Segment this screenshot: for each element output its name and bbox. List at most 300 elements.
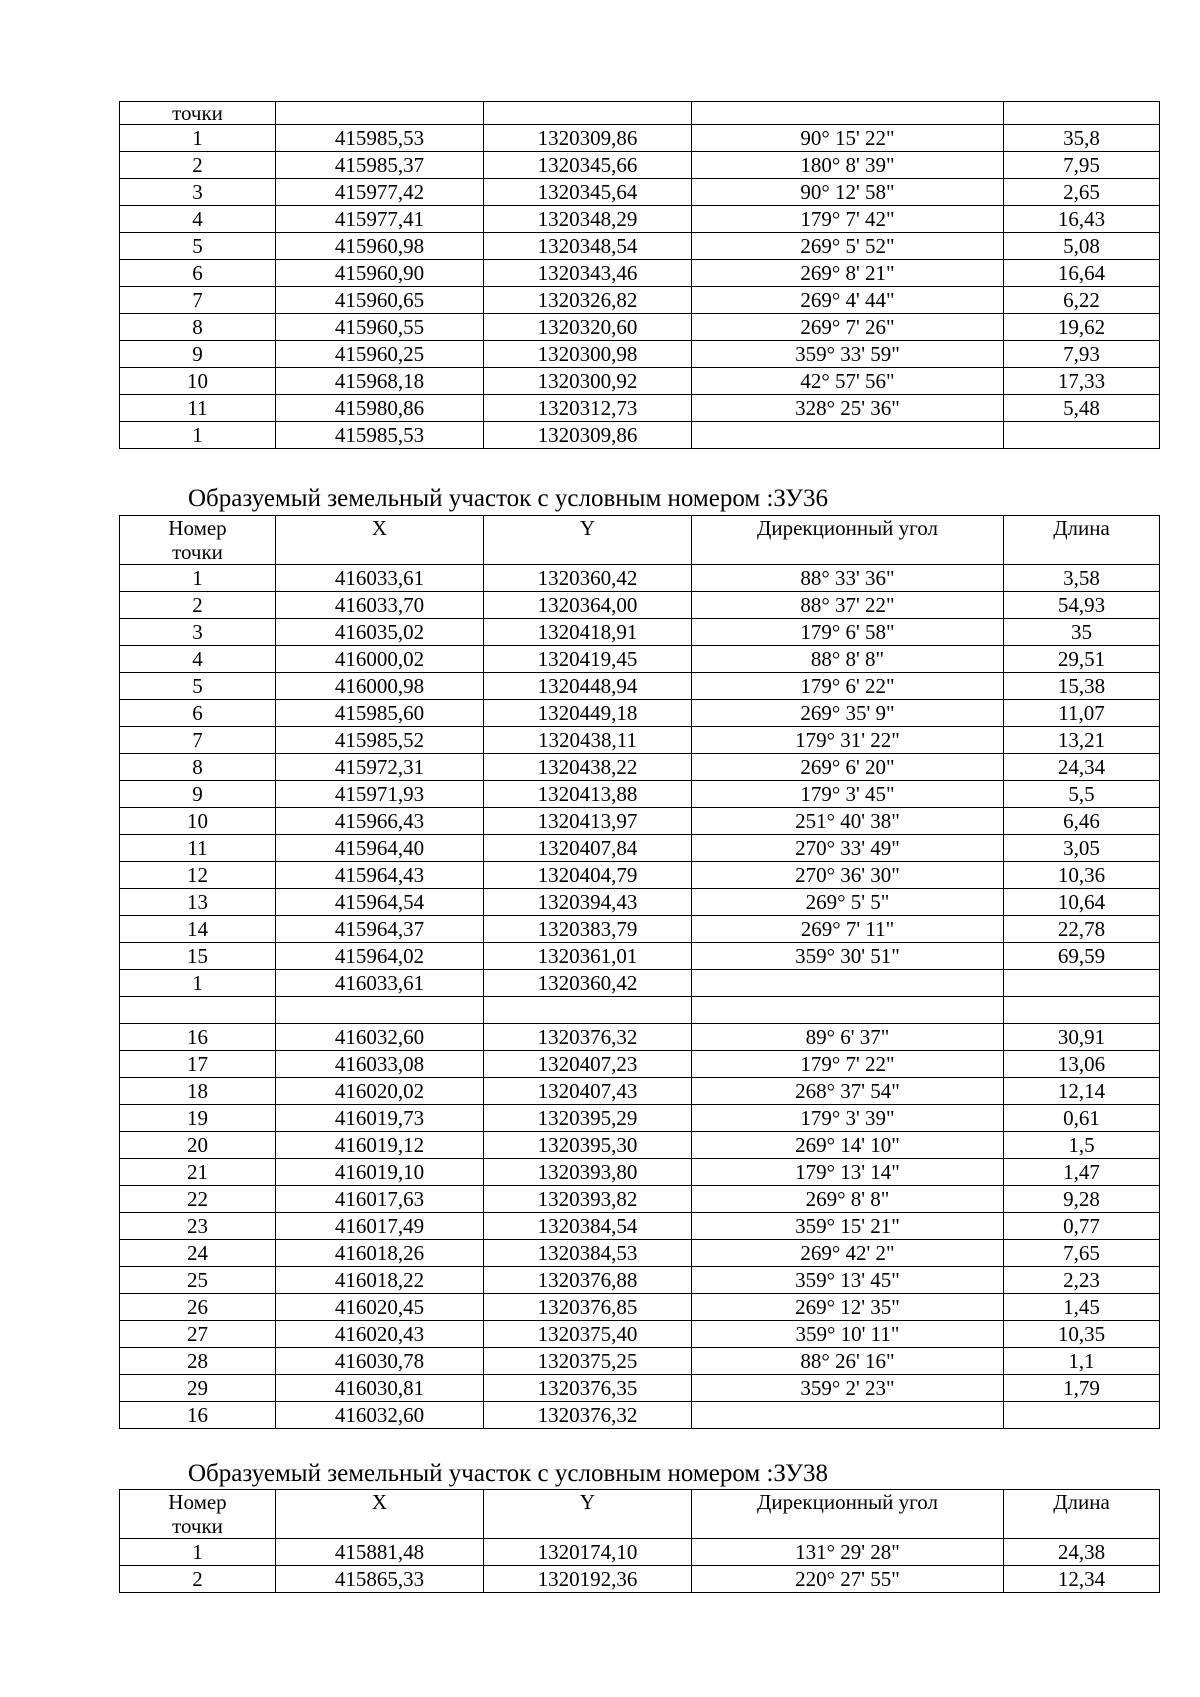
- table-row: [120, 754, 1160, 781]
- header-x: X: [276, 516, 484, 565]
- cell-x: 415960,55: [276, 314, 484, 341]
- cell-point-number: 19: [120, 1105, 276, 1132]
- cell-point-number: 22: [120, 1186, 276, 1213]
- table-row: [120, 233, 1160, 260]
- table-row: [120, 1051, 1160, 1078]
- cell-x: 416000,02: [276, 646, 484, 673]
- cell-point-number: 25: [120, 1267, 276, 1294]
- cell-angle: 88° 37' 22": [692, 592, 1004, 619]
- cell-x: 415964,54: [276, 889, 484, 916]
- table-row: [120, 1024, 1160, 1051]
- cell-x: 415865,33: [276, 1566, 484, 1593]
- cell-x: 416033,70: [276, 592, 484, 619]
- cell-x: 416032,60: [276, 1024, 484, 1051]
- table-row: [120, 781, 1160, 808]
- cell-y: 1320384,53: [484, 1240, 692, 1267]
- cell-point-number: 3: [120, 619, 276, 646]
- cell-angle: 179° 3' 39": [692, 1105, 1004, 1132]
- table-row: [120, 125, 1160, 152]
- cell-x: 415966,43: [276, 808, 484, 835]
- header-point-number-line1: Номер: [168, 1490, 227, 1514]
- cell-x: 416019,73: [276, 1105, 484, 1132]
- cell-y: 1320300,98: [484, 341, 692, 368]
- header-angle: Дирекционный угол: [692, 516, 1004, 565]
- cell-point-number: 29: [120, 1375, 276, 1402]
- cell-x: 415977,41: [276, 206, 484, 233]
- table-row: [120, 835, 1160, 862]
- cell-length: 7,93: [1004, 341, 1160, 368]
- cell-point-number: 5: [120, 673, 276, 700]
- cell-angle: 269° 14' 10": [692, 1132, 1004, 1159]
- cell-y: 1320360,42: [484, 970, 692, 997]
- cell-length: 11,07: [1004, 700, 1160, 727]
- table-header-row: [120, 1490, 1160, 1539]
- cell-x: 415977,42: [276, 179, 484, 206]
- cell-angle: 89° 6' 37": [692, 1024, 1004, 1051]
- cell-length: 13,21: [1004, 727, 1160, 754]
- cell-length: 54,93: [1004, 592, 1160, 619]
- table-row: [120, 808, 1160, 835]
- table-row: [120, 206, 1160, 233]
- cell-y: 1320407,84: [484, 835, 692, 862]
- cell-angle: 270° 33' 49": [692, 835, 1004, 862]
- cell-x: 416030,81: [276, 1375, 484, 1402]
- cell-x: 416033,61: [276, 565, 484, 592]
- cell-point-number: 2: [120, 152, 276, 179]
- cell-x: 415980,86: [276, 395, 484, 422]
- cell-y: 1320345,66: [484, 152, 692, 179]
- cell-length: 5,08: [1004, 233, 1160, 260]
- header-point-number-line2: точки: [172, 540, 223, 564]
- cell-y: 1320376,85: [484, 1294, 692, 1321]
- cell-point-number: 23: [120, 1213, 276, 1240]
- cell-x: 416000,98: [276, 673, 484, 700]
- cell-y: 1320309,86: [484, 125, 692, 152]
- cell-length: 7,95: [1004, 152, 1160, 179]
- cell-point-number: 5: [120, 233, 276, 260]
- cell-point-number: 6: [120, 260, 276, 287]
- cell-length: 69,59: [1004, 943, 1160, 970]
- cell-y: 1320375,25: [484, 1348, 692, 1375]
- cell-y: 1320348,54: [484, 233, 692, 260]
- cell-length: 1,79: [1004, 1375, 1160, 1402]
- cell-point-number: 9: [120, 341, 276, 368]
- table-row: [120, 1294, 1160, 1321]
- cell-x: 415964,40: [276, 835, 484, 862]
- cell-y: 1320376,88: [484, 1267, 692, 1294]
- cell-point-number: 1: [120, 565, 276, 592]
- cell-length: 10,64: [1004, 889, 1160, 916]
- cell-point-number: 8: [120, 754, 276, 781]
- cell-point-number: 24: [120, 1240, 276, 1267]
- cell-length: 6,22: [1004, 287, 1160, 314]
- cell-x: 416030,78: [276, 1348, 484, 1375]
- cell-point-number: 15: [120, 943, 276, 970]
- cell-angle: 179° 13' 14": [692, 1159, 1004, 1186]
- cell-point-number: 16: [120, 1402, 276, 1429]
- cell-angle: 359° 30' 51": [692, 943, 1004, 970]
- cell-angle: 269° 7' 11": [692, 916, 1004, 943]
- header-angle: Дирекционный угол: [692, 1490, 1004, 1539]
- cell-point-number: 6: [120, 700, 276, 727]
- table-row: [120, 1213, 1160, 1240]
- cell-angle: 179° 6' 58": [692, 619, 1004, 646]
- section-title-zu38: Образуемый земельный участок с условным номером :ЗУ38: [188, 1460, 828, 1487]
- cell-y: 1320404,79: [484, 862, 692, 889]
- cell-angle: 359° 15' 21": [692, 1213, 1004, 1240]
- cell-angle: [692, 422, 1004, 449]
- cell-y: 1320364,00: [484, 592, 692, 619]
- cell-length: 17,33: [1004, 368, 1160, 395]
- cell-y: 1320192,36: [484, 1566, 692, 1593]
- cell-point-number: 4: [120, 206, 276, 233]
- table-row: [120, 592, 1160, 619]
- cell-angle: [692, 970, 1004, 997]
- cell-angle: 328° 25' 36": [692, 395, 1004, 422]
- cell-length: [1004, 1402, 1160, 1429]
- cell-angle: 359° 33' 59": [692, 341, 1004, 368]
- header-cell-empty: [276, 102, 484, 125]
- cell-angle: 179° 6' 22": [692, 673, 1004, 700]
- table-row: [120, 152, 1160, 179]
- cell-angle: 269° 35' 9": [692, 700, 1004, 727]
- cell-y: 1320300,92: [484, 368, 692, 395]
- cell-x: 415881,48: [276, 1539, 484, 1566]
- cell-x: 415964,02: [276, 943, 484, 970]
- cell-point-number: 14: [120, 916, 276, 943]
- cell-point-number: 2: [120, 592, 276, 619]
- cell-angle: 180° 8' 39": [692, 152, 1004, 179]
- cell-length: 5,48: [1004, 395, 1160, 422]
- cell-point-number: 1: [120, 970, 276, 997]
- coordinates-table-continued: [119, 101, 1160, 449]
- cell-length: 12,34: [1004, 1566, 1160, 1593]
- cell-y: 1320384,54: [484, 1213, 692, 1240]
- table-row: [120, 916, 1160, 943]
- cell-x: 415960,25: [276, 341, 484, 368]
- cell-x: 415985,52: [276, 727, 484, 754]
- cell-length: 3,58: [1004, 565, 1160, 592]
- cell-point-number: 10: [120, 368, 276, 395]
- cell-length: 35,8: [1004, 125, 1160, 152]
- cell-x: 416019,10: [276, 1159, 484, 1186]
- header-y: Y: [484, 1490, 692, 1539]
- cell-angle: 268° 37' 54": [692, 1078, 1004, 1105]
- cell-angle: 269° 4' 44": [692, 287, 1004, 314]
- cell-length: 19,62: [1004, 314, 1160, 341]
- cell-y: 1320383,79: [484, 916, 692, 943]
- header-cell-empty: [692, 102, 1004, 125]
- cell-point-number: 12: [120, 862, 276, 889]
- cell-y: 1320376,32: [484, 1024, 692, 1051]
- cell-y: 1320361,01: [484, 943, 692, 970]
- cell-point-number: [120, 997, 276, 1024]
- table-row: [120, 1186, 1160, 1213]
- cell-length: 24,34: [1004, 754, 1160, 781]
- cell-angle: 359° 2' 23": [692, 1375, 1004, 1402]
- table-row: [120, 368, 1160, 395]
- cell-length: 1,5: [1004, 1132, 1160, 1159]
- table-row: [120, 422, 1160, 449]
- cell-length: 5,5: [1004, 781, 1160, 808]
- cell-angle: [692, 997, 1004, 1024]
- coordinates-table-zu38: [119, 1489, 1160, 1593]
- cell-length: 10,36: [1004, 862, 1160, 889]
- cell-angle: 90° 12' 58": [692, 179, 1004, 206]
- table-row: [120, 1078, 1160, 1105]
- cell-length: 22,78: [1004, 916, 1160, 943]
- cell-length: 2,65: [1004, 179, 1160, 206]
- cell-x: 416035,02: [276, 619, 484, 646]
- cell-angle: 90° 15' 22": [692, 125, 1004, 152]
- cell-angle: 269° 8' 8": [692, 1186, 1004, 1213]
- cell-point-number: 1: [120, 422, 276, 449]
- cell-y: 1320309,86: [484, 422, 692, 449]
- cell-point-number: 3: [120, 179, 276, 206]
- cell-point-number: 7: [120, 287, 276, 314]
- cell-length: 7,65: [1004, 1240, 1160, 1267]
- cell-point-number: 2: [120, 1566, 276, 1593]
- cell-y: 1320395,29: [484, 1105, 692, 1132]
- table-row: [120, 673, 1160, 700]
- cell-y: 1320419,45: [484, 646, 692, 673]
- cell-angle: 88° 33' 36": [692, 565, 1004, 592]
- table-row: [120, 1539, 1160, 1566]
- table-row: [120, 889, 1160, 916]
- cell-angle: 220° 27' 55": [692, 1566, 1004, 1593]
- cell-length: [1004, 970, 1160, 997]
- cell-y: 1320413,88: [484, 781, 692, 808]
- cell-y: 1320448,94: [484, 673, 692, 700]
- table-row: [120, 997, 1160, 1024]
- cell-point-number: 7: [120, 727, 276, 754]
- cell-length: 24,38: [1004, 1539, 1160, 1566]
- cell-angle: 269° 7' 26": [692, 314, 1004, 341]
- cell-length: 16,64: [1004, 260, 1160, 287]
- cell-y: 1320360,42: [484, 565, 692, 592]
- cell-length: 1,47: [1004, 1159, 1160, 1186]
- table-row: [120, 1566, 1160, 1593]
- cell-length: 12,14: [1004, 1078, 1160, 1105]
- table-row: [120, 395, 1160, 422]
- table-row: [120, 862, 1160, 889]
- cell-length: 30,91: [1004, 1024, 1160, 1051]
- cell-x: 415960,90: [276, 260, 484, 287]
- cell-length: 35: [1004, 619, 1160, 646]
- cell-length: 2,23: [1004, 1267, 1160, 1294]
- table-row: [120, 1240, 1160, 1267]
- cell-y: 1320312,73: [484, 395, 692, 422]
- cell-angle: 179° 7' 42": [692, 206, 1004, 233]
- table-header-row: [120, 516, 1160, 565]
- cell-point-number: 8: [120, 314, 276, 341]
- cell-y: 1320438,11: [484, 727, 692, 754]
- header-length: Длина: [1004, 1490, 1160, 1539]
- table-row: [120, 565, 1160, 592]
- cell-y: 1320407,43: [484, 1078, 692, 1105]
- cell-x: 416019,12: [276, 1132, 484, 1159]
- table-header-row: [120, 102, 1160, 125]
- cell-y: 1320375,40: [484, 1321, 692, 1348]
- cell-point-number: 21: [120, 1159, 276, 1186]
- cell-x: 415972,31: [276, 754, 484, 781]
- table-row: [120, 1321, 1160, 1348]
- header-length: Длина: [1004, 516, 1160, 565]
- cell-angle: 269° 5' 52": [692, 233, 1004, 260]
- cell-x: 416033,08: [276, 1051, 484, 1078]
- cell-y: 1320395,30: [484, 1132, 692, 1159]
- cell-y: 1320345,64: [484, 179, 692, 206]
- cell-x: 416017,49: [276, 1213, 484, 1240]
- table-row: [120, 619, 1160, 646]
- table-row: [120, 646, 1160, 673]
- cell-x: 416032,60: [276, 1402, 484, 1429]
- cell-angle: 251° 40' 38": [692, 808, 1004, 835]
- cell-y: 1320376,32: [484, 1402, 692, 1429]
- cell-length: 10,35: [1004, 1321, 1160, 1348]
- header-point-number: [120, 1490, 276, 1539]
- table-row: [120, 1267, 1160, 1294]
- cell-angle: 42° 57' 56": [692, 368, 1004, 395]
- cell-point-number: 28: [120, 1348, 276, 1375]
- cell-length: 3,05: [1004, 835, 1160, 862]
- cell-x: 415964,43: [276, 862, 484, 889]
- cell-angle: 88° 26' 16": [692, 1348, 1004, 1375]
- cell-point-number: 11: [120, 395, 276, 422]
- cell-point-number: 20: [120, 1132, 276, 1159]
- header-point-number: [120, 516, 276, 565]
- cell-x: 416020,45: [276, 1294, 484, 1321]
- table-row: [120, 1159, 1160, 1186]
- coordinates-table-zu36: [119, 515, 1160, 1429]
- cell-y: 1320393,80: [484, 1159, 692, 1186]
- table-row: [120, 179, 1160, 206]
- cell-angle: 269° 5' 5": [692, 889, 1004, 916]
- cell-y: 1320449,18: [484, 700, 692, 727]
- cell-angle: 179° 31' 22": [692, 727, 1004, 754]
- table-row: [120, 943, 1160, 970]
- cell-x: 415964,37: [276, 916, 484, 943]
- cell-angle: 359° 13' 45": [692, 1267, 1004, 1294]
- cell-x: 415985,60: [276, 700, 484, 727]
- cell-length: 9,28: [1004, 1186, 1160, 1213]
- cell-x: 416020,02: [276, 1078, 484, 1105]
- cell-y: 1320320,60: [484, 314, 692, 341]
- cell-x: 415971,93: [276, 781, 484, 808]
- cell-x: 416018,22: [276, 1267, 484, 1294]
- cell-point-number: 4: [120, 646, 276, 673]
- cell-angle: [692, 1402, 1004, 1429]
- header-point-number-cont: точки: [120, 102, 276, 125]
- cell-length: [1004, 422, 1160, 449]
- table-row: [120, 727, 1160, 754]
- table-row: [120, 700, 1160, 727]
- cell-x: 415968,18: [276, 368, 484, 395]
- cell-x: [276, 997, 484, 1024]
- cell-y: 1320394,43: [484, 889, 692, 916]
- header-point-number-line2: точки: [172, 1514, 223, 1538]
- cell-length: [1004, 997, 1160, 1024]
- cell-point-number: 1: [120, 1539, 276, 1566]
- cell-angle: 269° 12' 35": [692, 1294, 1004, 1321]
- cell-angle: 359° 10' 11": [692, 1321, 1004, 1348]
- cell-point-number: 13: [120, 889, 276, 916]
- cell-y: 1320393,82: [484, 1186, 692, 1213]
- table-row: [120, 1132, 1160, 1159]
- cell-x: 416018,26: [276, 1240, 484, 1267]
- cell-point-number: 16: [120, 1024, 276, 1051]
- cell-point-number: 17: [120, 1051, 276, 1078]
- cell-y: 1320343,46: [484, 260, 692, 287]
- header-x: X: [276, 1490, 484, 1539]
- cell-x: 416017,63: [276, 1186, 484, 1213]
- cell-y: 1320348,29: [484, 206, 692, 233]
- cell-length: 29,51: [1004, 646, 1160, 673]
- cell-y: 1320376,35: [484, 1375, 692, 1402]
- cell-point-number: 26: [120, 1294, 276, 1321]
- cell-point-number: 9: [120, 781, 276, 808]
- cell-point-number: 18: [120, 1078, 276, 1105]
- cell-length: 13,06: [1004, 1051, 1160, 1078]
- cell-y: 1320407,23: [484, 1051, 692, 1078]
- cell-angle: 269° 6' 20": [692, 754, 1004, 781]
- cell-y: 1320174,10: [484, 1539, 692, 1566]
- table-row: [120, 314, 1160, 341]
- cell-angle: 131° 29' 28": [692, 1539, 1004, 1566]
- table-row: [120, 287, 1160, 314]
- header-cell-empty: [1004, 102, 1160, 125]
- cell-x: 415985,37: [276, 152, 484, 179]
- cell-length: 1,45: [1004, 1294, 1160, 1321]
- cell-angle: 269° 8' 21": [692, 260, 1004, 287]
- cell-x: 416020,43: [276, 1321, 484, 1348]
- cell-x: 415985,53: [276, 125, 484, 152]
- cell-point-number: 27: [120, 1321, 276, 1348]
- cell-length: 6,46: [1004, 808, 1160, 835]
- cell-x: 416033,61: [276, 970, 484, 997]
- cell-y: [484, 997, 692, 1024]
- cell-point-number: 11: [120, 835, 276, 862]
- cell-point-number: 10: [120, 808, 276, 835]
- table-row: [120, 1375, 1160, 1402]
- cell-length: 0,61: [1004, 1105, 1160, 1132]
- cell-angle: 270° 36' 30": [692, 862, 1004, 889]
- cell-y: 1320326,82: [484, 287, 692, 314]
- cell-x: 415985,53: [276, 422, 484, 449]
- header-cell-empty: [484, 102, 692, 125]
- header-point-number-line1: Номер: [168, 516, 227, 540]
- cell-x: 415960,98: [276, 233, 484, 260]
- cell-length: 0,77: [1004, 1213, 1160, 1240]
- table-row: [120, 1402, 1160, 1429]
- header-y: Y: [484, 516, 692, 565]
- cell-y: 1320418,91: [484, 619, 692, 646]
- table-row: [120, 1105, 1160, 1132]
- cell-length: 16,43: [1004, 206, 1160, 233]
- section-title-zu36: Образуемый земельный участок с условным номером :ЗУ36: [188, 485, 828, 512]
- table-row: [120, 260, 1160, 287]
- cell-angle: 269° 42' 2": [692, 1240, 1004, 1267]
- cell-x: 415960,65: [276, 287, 484, 314]
- cell-length: 15,38: [1004, 673, 1160, 700]
- cell-angle: 179° 7' 22": [692, 1051, 1004, 1078]
- table-row: [120, 1348, 1160, 1375]
- table-row: [120, 970, 1160, 997]
- cell-angle: 88° 8' 8": [692, 646, 1004, 673]
- cell-angle: 179° 3' 45": [692, 781, 1004, 808]
- cell-point-number: 1: [120, 125, 276, 152]
- cell-y: 1320438,22: [484, 754, 692, 781]
